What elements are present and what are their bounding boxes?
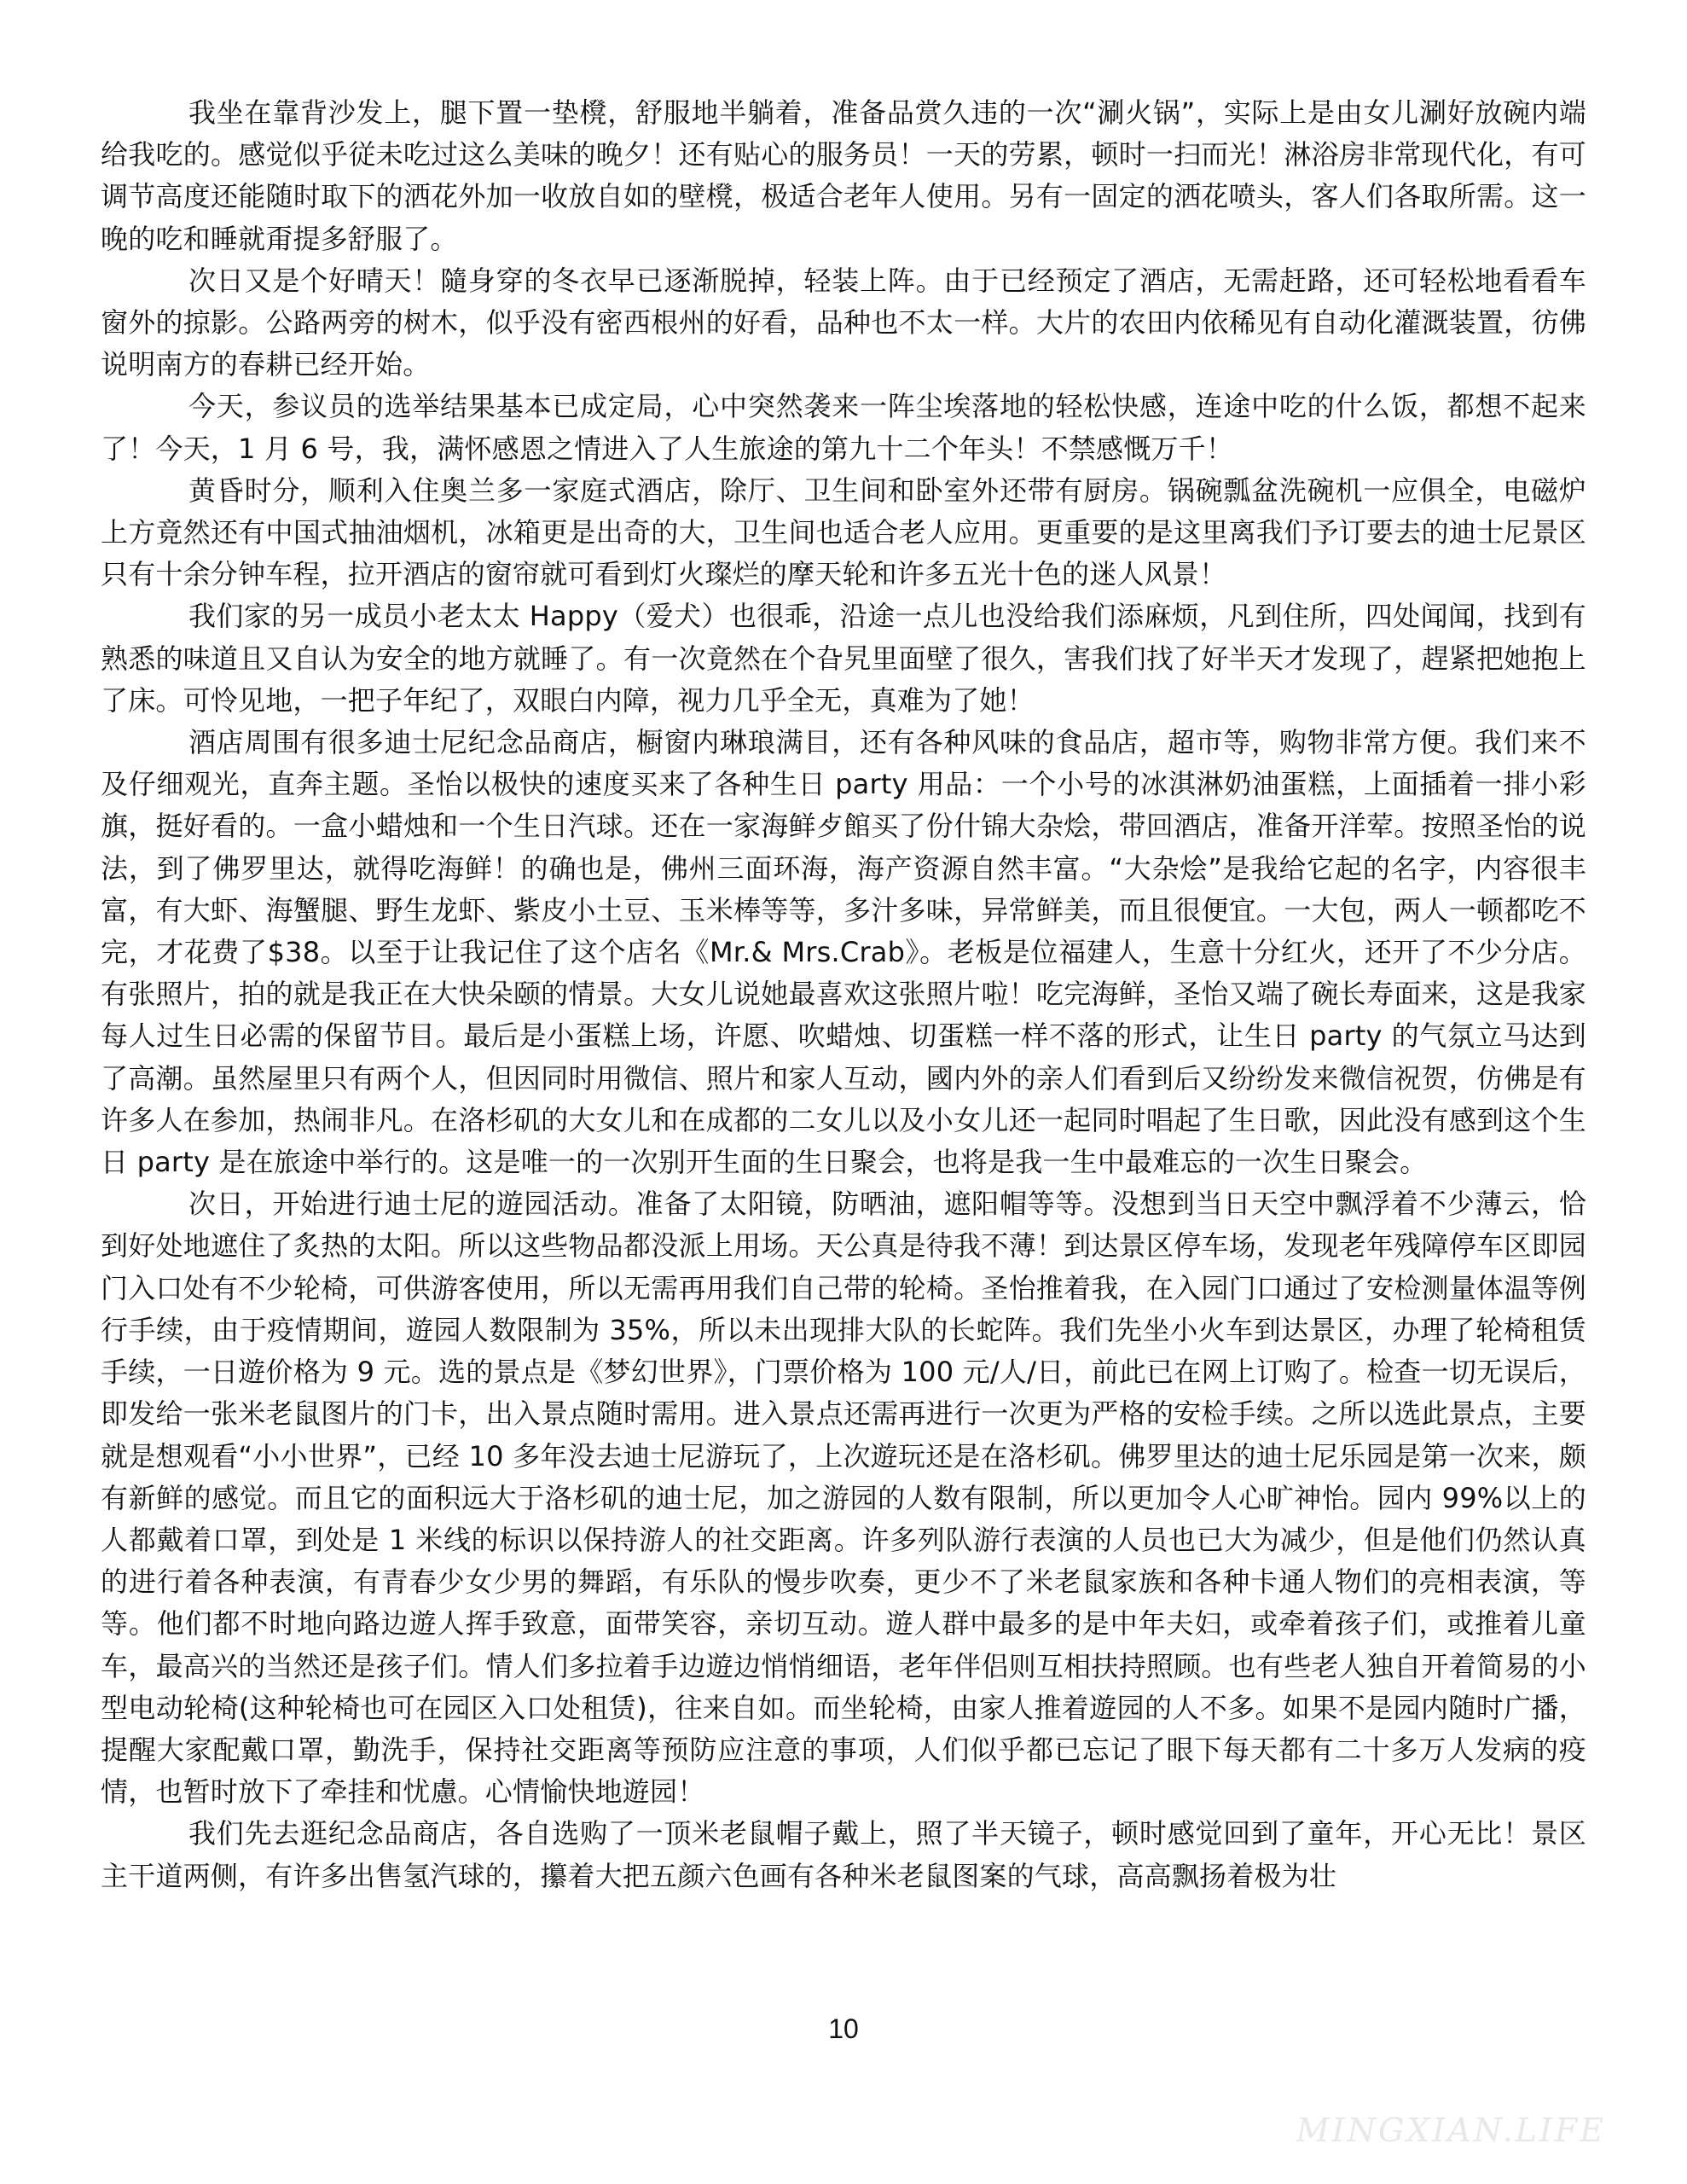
paragraph: 我坐在靠背沙发上，腿下置一垫櫈，舒服地半躺着，准备品赏久违的一次“涮火锅”，实际上是由女儿涮好放碗内端给我吃的。感觉似乎従未吃过这么美味的晚夕！还有贴心的服务员！一天的劳累，顿时一扫而光！淋浴房非常现代化，有可调节高度还能随时取下的洒花外加一收放自如的壁櫈，极适合老年人使用。另有一固定的洒花喷头，客人们各取所需。这一晚的吃和睡就甭提多舒服了。	[101, 96, 1586, 255]
paragraph: 黄昏时分，顺利入住奥兰多一家庭式酒店，除厅、卫生间和卧室外还带有厨房。锅碗瓢盆洗碗机一应俱全，电磁炉上方竟然还有中国式抽油烟机，冰箱更是出奇的大，卫生间也适合老人应用。更重要的是这里离我们予订要去的迪士尼景区只有十余分钟车程，拉开酒店的窗帘就可看到灯火璨烂的摩天轮和许多五光十色的迷人风景！	[101, 473, 1586, 591]
paragraph: 酒店周围有很多迪士尼纪念品商店，橱窗内琳琅满目，还有各种风味的食品店，超市等，购物非常方便。我们来不及仔细观光，直奔主题。圣怡以极快的速度买来了各种生日 party 用品：一个小号的冰淇淋奶油蛋糕，上面插着一排小彩旗，挺好看的。一盒小蜡烛和一个生日汽球。还在一家海鲜歺館买了份什锦大杂烩，带回酒店，准备开洋荤。按照圣怡的说法，到了佛罗里达，就得吃海鲜！的确也是，佛州三面环海，海产资源自然丰富。“大杂烩”是我给它起的名字，内容很丰富，有大虾、海蟹腿、野生龙虾、紫皮小土豆、玉米棒等等，多汁多味，异常鲜美，而且很便宜。一大包，两人一顿都吃不完，才花费了$38。以至于让我记住了这个店名《Mr.& Mrs.Crab》。老板是位福建人，生意十分红火，还开了不少分店。有张照片，拍的就是我正在大快朵颐的情景。大女儿说她最喜欢这张照片啦！吃完海鲜，圣怡又端了碗长寿面来，这是我家每人过生日必需的保留节目。最后是小蛋糕上场，许愿、吹蜡烛、切蛋糕一样不落的形式，让生日 party 的气氛立马达到了高潮。虽然屋里只有两个人，但因同时用微信、照片和家人互动，國内外的亲人们看到后又纷纷发来微信祝贺，仿佛是有许多人在参加，热闹非凡。在洛杉矶的大女儿和在成都的二女儿以及小女儿还一起同时唱起了生日歌，因此没有感到这个生日 party 是在旅途中举行的。这是唯一的一次别开生面的生日聚会，也将是我一生中最难忘的一次生日聚会。	[101, 726, 1586, 1179]
paragraph: 今天，参议员的选举结果基本已成定局，心中突然袭来一阵尘埃落地的轻松快感，连途中吃的什么饭，都想不起来了！今天，1 月 6 号，我，满怀感恩之情进入了人生旅途的第九十二个年头！不禁感慨万千！	[101, 390, 1586, 465]
document-body	[101, 92, 1586, 1897]
page-number: 10	[828, 2013, 859, 2044]
paragraph: 次日又是个好晴天！隨身穿的冬衣早已逐渐脱掉，轻装上阵。由于已经预定了酒店，无需赶路，还可轻松地看看车窗外的掠影。公路两旁的树木，似乎没有密西根州的好看，品种也不太一样。大片的农田内依稀见有自动化灌溉装置，彷佛说明南方的春耕已经开始。	[101, 264, 1586, 381]
paragraph: 次日，开始进行迪士尼的遊园活动。准备了太阳镜，防晒油，遮阳帽等等。没想到当日天空中飘浮着不少薄云，恰到好处地遮住了炙热的太阳。所以这些物品都没派上用场。天公真是待我不薄！到达景区停车场，发现老年残障停车区即园门入口处有不少轮椅，可供游客使用，所以无需再用我们自己带的轮椅。圣怡推着我，在入园门口通过了安检测量体温等例行手续，由于疫情期间，遊园人数限制为 35%，所以未出现排大队的长蛇阵。我们先坐小火车到达景区，办理了轮椅租赁手续，一日遊价格为 9 元。选的景点是《梦幻世界》，门票价格为 100 元/人/日，前此已在网上订购了。检查一切无误后，即发给一张米老鼠图片的门卡，出入景点随时需用。进入景点还需再进行一次更为严格的安检手续。之所以选此景点，主要就是想观看“小小世界”，已经 10 多年没去迪士尼游玩了，上次遊玩还是在洛杉矶。佛罗里达的迪士尼乐园是第一次来，颇有新鲜的感觉。而且它的面积远大于洛杉矶的迪士尼，加之游园的人数有限制，所以更加令人心旷神怡。园内 99%以上的人都戴着口罩，到处是 1 米线的标识以保持游人的社交距离。许多列队游行表演的人员也已大为减少，但是他们仍然认真的进行着各种表演，有青春少女少男的舞蹈，有乐队的慢步吹奏，更少不了米老鼠家族和各种卡通人物们的亮相表演，等等。他们都不时地向路边遊人挥手致意，面带笑容，亲切互动。遊人群中最多的是中年夫妇，或牵着孩子们，或推着儿童车，最高兴的当然还是孩子们。情人们多拉着手边遊边悄悄细语，老年伴侣则互相扶持照顾。也有些老人独自开着简易的小型电动轮椅(这种轮椅也可在园区入口处租赁)，往来自如。而坐轮椅，由家人推着遊园的人不多。如果不是园内随时广播，提醒大家配戴口罩，勤洗手，保持社交距离等预防应注意的事项，人们似乎都已忘记了眼下每天都有二十多万人发病的疫情，也暂时放下了牵挂和忧慮。心情愉快地遊园！	[101, 1188, 1586, 1809]
paragraph: 我们先去逛纪念品商店，各自选购了一顶米老鼠帽子戴上，照了半天镜子，顿时感觉回到了童年，开心无比！景区主干道两侧，有许多出售氢汽球的，攥着大把五颜六色画有各种米老鼠图案的气球，高高飘扬着极为壮	[101, 1817, 1586, 1892]
watermark: MINGXIAN.LIFE	[1296, 2111, 1606, 2149]
paragraph: 我们家的另一成员小老太太 Happy（爱犬）也很乖，沿途一点儿也没给我们添麻烦，凡到住所，四处闻闻，找到有熟悉的味道且又自认为安全的地方就睡了。有一次竟然在个旮旯里面壁了很久，害我们找了好半天才发现了，趕紧把她抱上了床。可怜见地，一把子年纪了，双眼白内障，视力几乎全无，真难为了她！	[101, 600, 1586, 717]
